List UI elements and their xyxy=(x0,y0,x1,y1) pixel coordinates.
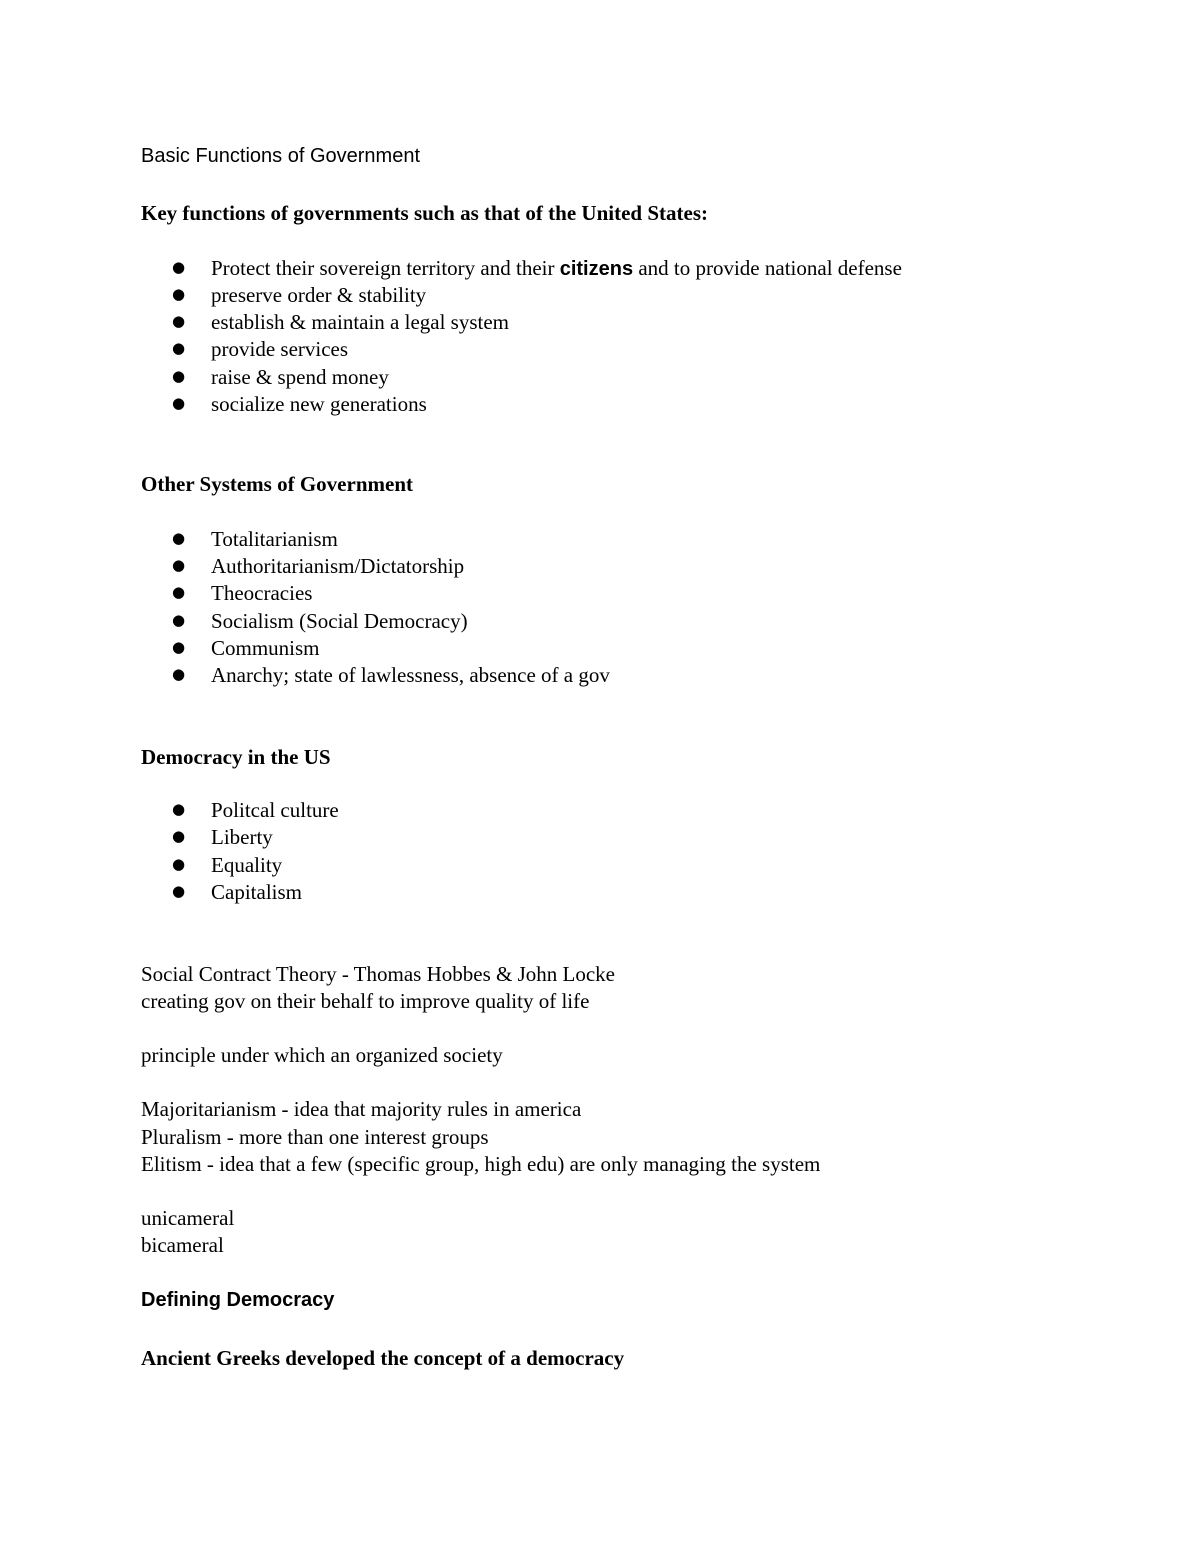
list-item-text: provide services xyxy=(211,337,349,361)
bullet-icon: ● xyxy=(172,367,186,385)
list-item-text: establish & maintain a legal system xyxy=(211,310,510,334)
list-item-text: Equality xyxy=(211,853,283,877)
list-item-text-bold: citizens xyxy=(559,258,634,280)
list-item-text: Theocracies xyxy=(211,581,313,605)
note-social-contract-detail: creating gov on their behalf to improve quality of life xyxy=(141,989,590,1013)
bullet-icon: ● xyxy=(172,827,186,845)
note-pluralism: Pluralism - more than one interest groups xyxy=(141,1125,489,1149)
list-item-text: Authoritarianism/Dictatorship xyxy=(211,554,465,578)
bullet-icon: ● xyxy=(172,638,186,656)
list-item-text xyxy=(211,258,902,279)
bullet-icon: ● xyxy=(172,855,186,873)
heading-defining-democracy: Defining Democracy xyxy=(141,1289,335,1311)
bullet-icon: ● xyxy=(172,611,186,629)
bullet-icon: ● xyxy=(172,665,186,683)
bullet-icon: ● xyxy=(172,312,186,330)
list-item-text-pre: Protect their sovereign territory and their xyxy=(211,256,560,280)
bullet-icon: ● xyxy=(172,800,186,818)
list-item-text: Politcal culture xyxy=(211,798,339,822)
document-title: Basic Functions of Government xyxy=(141,145,421,167)
bullet-icon: ● xyxy=(172,529,186,547)
list-item-text: Capitalism xyxy=(211,880,302,904)
list-item-text: Socialism (Social Democracy) xyxy=(211,609,468,633)
list-item-text-post: and to provide national defense xyxy=(633,256,902,280)
note-unicameral: unicameral xyxy=(141,1206,235,1230)
list-item-text: Communism xyxy=(211,636,320,660)
note-social-contract: Social Contract Theory - Thomas Hobbes & John Locke xyxy=(141,962,615,986)
note-elitism: Elitism - idea that a few (specific group, high edu) are only managing the system xyxy=(141,1152,821,1176)
section-heading-democracy-us: Democracy in the US xyxy=(141,745,331,769)
list-item-text: Liberty xyxy=(211,825,273,849)
list-item-text: raise & spend money xyxy=(211,365,389,389)
bullet-icon: ● xyxy=(172,556,186,574)
note-majoritarianism: Majoritarianism - idea that majority rules in america xyxy=(141,1097,582,1121)
list-item-text: Anarchy; state of lawlessness, absence of a gov xyxy=(211,663,610,687)
list-item-text: Totalitarianism xyxy=(211,527,338,551)
bullet-icon: ● xyxy=(172,394,186,412)
section-heading-other-systems: Other Systems of Government xyxy=(141,472,413,496)
list-item-text: preserve order & stability xyxy=(211,283,427,307)
bullet-icon: ● xyxy=(172,339,186,357)
bullet-icon: ● xyxy=(172,882,186,900)
bullet-icon: ● xyxy=(172,583,186,601)
note-principle: principle under which an organized society xyxy=(141,1043,503,1067)
section-heading-key-functions: Key functions of governments such as that of the United States: xyxy=(141,201,708,225)
heading-ancient-greeks: Ancient Greeks developed the concept of a democracy xyxy=(141,1346,625,1370)
note-bicameral: bicameral xyxy=(141,1233,224,1257)
list-item-text: socialize new generations xyxy=(211,392,427,416)
bullet-icon: ● xyxy=(172,258,186,276)
bullet-icon: ● xyxy=(172,285,186,303)
